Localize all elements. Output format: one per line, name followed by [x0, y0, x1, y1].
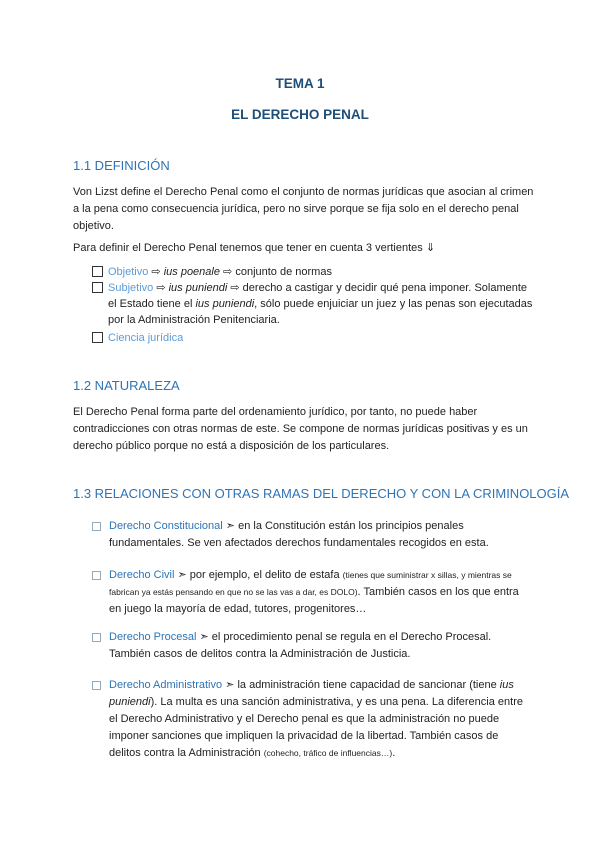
- vertiente-description: derecho a castigar y decidir qué pena imponer.: [242, 282, 472, 294]
- rama-label: Derecho Constitucional: [109, 520, 223, 532]
- arrow-icon: ⇨: [227, 282, 243, 294]
- rama-label: Derecho Procesal: [109, 631, 197, 643]
- doc-title-topic: TEMA 1: [275, 76, 325, 91]
- vertiente-label: Ciencia jurídica: [108, 332, 184, 344]
- arrow-icon: ➣: [174, 569, 190, 581]
- rama-description-mid: ). La multa es una sanción administrativa, y es una pena. La diferencia entre el Derecho Administrativo y el Derecho penal es que la administración no puede imponer sanciones que impliquen la privacidad de la libertad. También casos de delitos contra la Administración: [109, 696, 523, 759]
- vertiente-detail: Solamente el Estado tiene el: [108, 282, 528, 310]
- vertiente-detail-end: , sólo puede enjuiciar un juez y las penas son ejecutadas por la Administración Penitenciaria.: [108, 298, 533, 326]
- definicion-paragraph: Von Lizst define el Derecho Penal como el conjunto de normas jurídicas que asocian al crimen a la pena como consecuencia jurídica, pero no sirve porque se fija solo en el derecho penal objetivo.: [73, 186, 534, 232]
- arrow-icon: ⇨: [219, 266, 236, 278]
- doc-title-subject: EL DERECHO PENAL: [231, 107, 369, 122]
- checkbox-icon: [92, 282, 103, 293]
- bullet-square-icon: [92, 681, 101, 690]
- arrow-icon: ➣: [222, 520, 239, 532]
- bullet-square-icon: [92, 633, 101, 642]
- latin-term: ius poenale: [163, 266, 220, 278]
- latin-term: ius puniendi: [168, 282, 228, 294]
- rama-description: en la Constitución están los principios penales fundamentales. Se ven afectados derechos fundamentales recogidos en esta.: [109, 520, 489, 549]
- latin-term: ius puniendi: [195, 298, 255, 310]
- rama-description: el procedimiento penal se regula en el Derecho Procesal. También casos de delitos contra la Administración de Justicia.: [109, 631, 492, 660]
- checkbox-icon: [92, 332, 103, 343]
- section-heading-naturaleza: 1.2 NATURALEZA: [73, 378, 180, 393]
- naturaleza-paragraph: El Derecho Penal forma parte del ordenamiento jurídico, por tanto, no puede haber contradicciones con otras normas de este. Se compone de normas jurídicas positivas y es un derecho público porque no está a disposición de los particulares.: [73, 406, 528, 452]
- bullet-square-icon: [92, 571, 101, 580]
- rama-description: la administración tiene capacidad de sancionar (tiene: [237, 679, 500, 691]
- rama-example: (cohecho, tráfico de influencias…): [263, 748, 393, 758]
- vertiente-description: conjunto de normas: [235, 266, 332, 278]
- checkbox-icon: [92, 266, 103, 277]
- rama-description: por ejemplo, el delito de estafa: [189, 569, 343, 581]
- section-heading-relaciones: 1.3 RELACIONES CON OTRAS RAMAS DEL DERECHO Y CON LA CRIMINOLOGÍA: [73, 486, 570, 501]
- arrow-icon: ⇨: [153, 282, 169, 294]
- arrow-icon: ⇨: [148, 266, 164, 278]
- arrow-icon: ➣: [196, 631, 212, 643]
- vertiente-label: Objetivo: [108, 266, 149, 278]
- rama-example: (tienes que suministrar x sillas, y mientras se fabrican ya estás pensando en que no se las vas a dar, es DOLO): [109, 570, 512, 597]
- rama-label: Derecho Civil: [109, 569, 175, 581]
- rama-description-end: .: [392, 747, 396, 759]
- section-heading-definicion: 1.1 DEFINICIÓN: [73, 158, 170, 173]
- bullet-square-icon: [92, 522, 101, 531]
- vertientes-paragraph: Para definir el Derecho Penal tenemos que tener en cuenta 3 vertientes ⇓: [73, 242, 436, 254]
- vertiente-label: Subjetivo: [108, 282, 154, 294]
- rama-label: Derecho Administrativo: [109, 679, 223, 691]
- rama-description-end: . También casos en los que entra en juego la mayoría de edad, tutores, progenitores…: [109, 586, 519, 615]
- latin-term: ius puniendi: [109, 679, 514, 708]
- arrow-icon: ➣: [222, 679, 238, 691]
